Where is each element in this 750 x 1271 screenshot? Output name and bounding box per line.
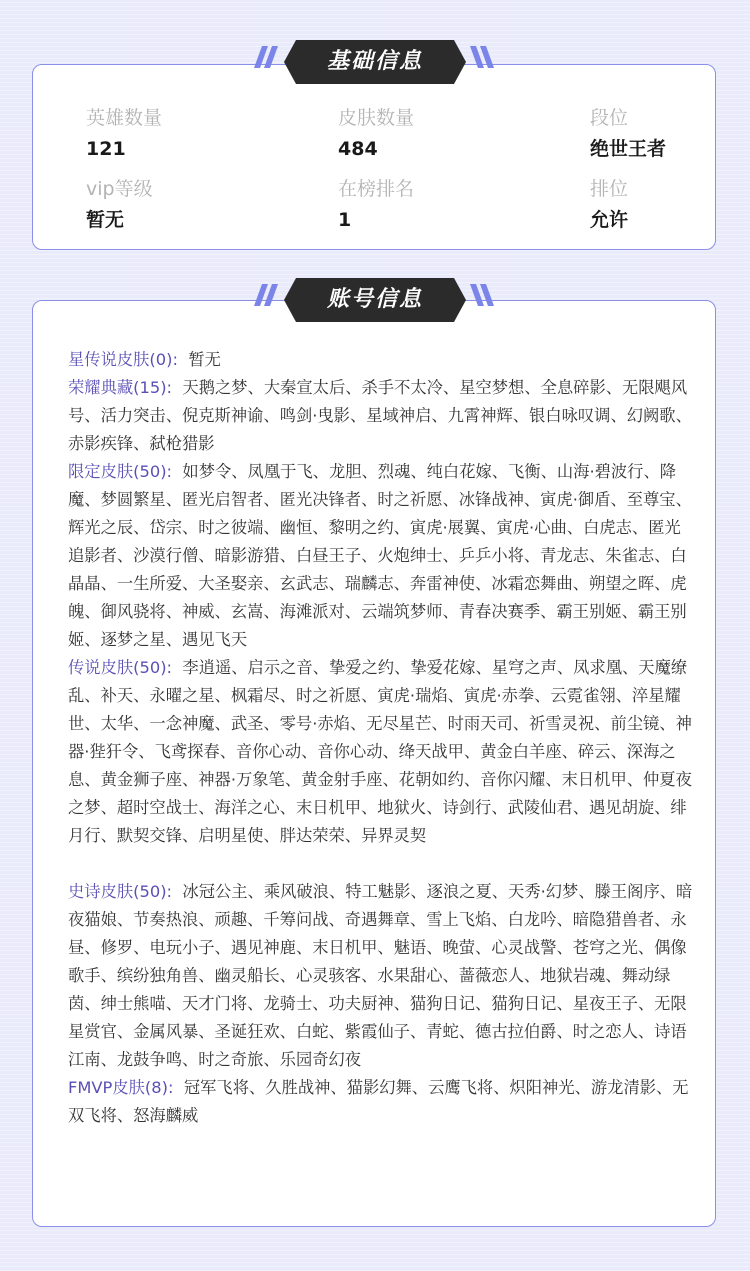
section-title: 基础信息 (326, 49, 423, 74)
stat-label: 皮肤数量 (338, 107, 415, 129)
stat-label: vip等级 (86, 178, 153, 200)
stat-vip-level (86, 176, 153, 233)
skin-list (68, 346, 693, 1130)
stat-skin-count (338, 105, 414, 162)
stat-label: 段位 (590, 107, 629, 129)
skin-group-fmvp (68, 1074, 693, 1130)
skin-group-glory-collection (68, 374, 693, 458)
stat-value: 暂无 (86, 209, 125, 231)
skin-group-legend (68, 654, 693, 850)
skin-group-epic (68, 878, 693, 1074)
stat-value: 允许 (590, 209, 629, 231)
skin-category-label: 荣耀典藏(15): (68, 378, 173, 397)
skin-category-label: 限定皮肤(50): (68, 462, 173, 481)
stat-ranked-allowed (590, 176, 628, 233)
skin-items: 李逍遥、启示之音、挚爱之约、挚爱花嫁、星穹之声、凤求凰、天魔缭乱、补天、永曜之星、枫霜尽、时之祈愿、寅虎·瑞焰、寅虎·赤拳、云霓雀翎、淬星耀世、太华、一念神魔、武圣、零号·赤焰、无尽星芒、时雨天司、祈雪灵祝、前尘镜、神器·狴犴令、飞鸢探春、音你心动、音你心动、绛天战甲、黄金白羊座、碎云、深海之息、黄金狮子座、神器·万象笔、黄金射手座、花朝如约、音你闪耀、末日机甲、仲夏夜之梦、超时空战士、海洋之心、末日机甲、地狱火、诗剑行、武陵仙君、遇见胡旋、绯月行、默契交锋、启明星使、胖达荣荣、异界灵契 (68, 658, 692, 845)
stat-hero-count (86, 105, 162, 162)
skin-group-star-legend (68, 346, 693, 374)
basic-info-header (248, 38, 502, 86)
skin-items: 如梦令、凤凰于飞、龙胆、烈魂、纯白花嫁、飞衡、山海·碧波行、降魔、梦圆繁星、匿光启智者、匿光决锋者、时之祈愿、冰锋战神、寅虎·御盾、至尊宝、辉光之辰、岱宗、时之彼端、幽恒、黎明之约、寅虎·展翼、寅虎·心曲、白虎志、匿光追影者、沙漠行僧、暗影游猎、白昼王子、火炮绅士、乒乒小将、青龙志、朱雀志、白晶晶、一生所爱、大圣娶亲、玄武志、瑞麟志、奔雷神使、冰霜恋舞曲、朔望之晖、虎魄、御风骁将、神威、玄嵩、海滩派对、云端筑梦师、青春决赛季、霸王别姬、霸王别姬、逐梦之星、遇见飞天 (68, 462, 692, 649)
stat-label: 在榜排名 (338, 178, 415, 200)
skin-category-label: FMVP皮肤(8): (68, 1078, 174, 1097)
skin-items: 冠军飞将、久胜战神、猫影幻舞、云鹰飞将、炽阳神光、游龙清影、无双飞将、怒海麟威 (68, 1078, 689, 1125)
skin-category-label: 史诗皮肤(50): (68, 882, 173, 901)
stat-rank-tier (590, 105, 666, 162)
account-info-header (248, 276, 502, 324)
stat-value: 121 (86, 138, 126, 160)
stat-value: 484 (338, 138, 378, 160)
skin-items: 天鹅之梦、大秦宣太后、杀手不太冷、星空梦想、全息碎影、无限飓风号、活力突击、倪克斯神谕、鸣剑·曳影、星域神启、九霄神辉、银白咏叹调、幻阙歌、赤影疾锋、弑枪猎影 (68, 378, 692, 453)
stat-label: 英雄数量 (86, 107, 163, 129)
stat-value: 1 (338, 209, 352, 231)
section-title: 账号信息 (326, 287, 423, 312)
skin-items: 冰冠公主、乘风破浪、特工魅影、逐浪之夏、天秀·幻梦、滕王阁序、暗夜猫娘、节奏热浪、顽趣、千筹问战、奇遇舞章、雪上飞焰、白龙吟、暗隐猎兽者、永昼、修罗、电玩小子、遇见神鹿、末日机甲、魅语、晚萤、心灵战警、苍穹之光、偶像歌手、缤纷独角兽、幽灵船长、心灵骇客、水果甜心、蔷薇恋人、地狱岩魂、舞动绿茵、绅士熊喵、天才门将、龙骑士、功夫厨神、猫狗日记、猫狗日记、星夜王子、无限星赏官、金属风暴、圣诞狂欢、白蛇、紫霞仙子、青蛇、德古拉伯爵、时之恋人、诗语江南、龙鼓争鸣、时之奇旅、乐园奇幻夜 (68, 882, 693, 1069)
skin-items: 暂无 (188, 350, 221, 369)
stat-leaderboard-rank (338, 176, 414, 233)
stat-value: 绝世王者 (590, 138, 667, 160)
skin-category-label: 星传说皮肤(0): (68, 350, 178, 369)
skin-category-label: 传说皮肤(50): (68, 658, 173, 677)
skin-group-limited (68, 458, 693, 654)
stat-label: 排位 (590, 178, 629, 200)
